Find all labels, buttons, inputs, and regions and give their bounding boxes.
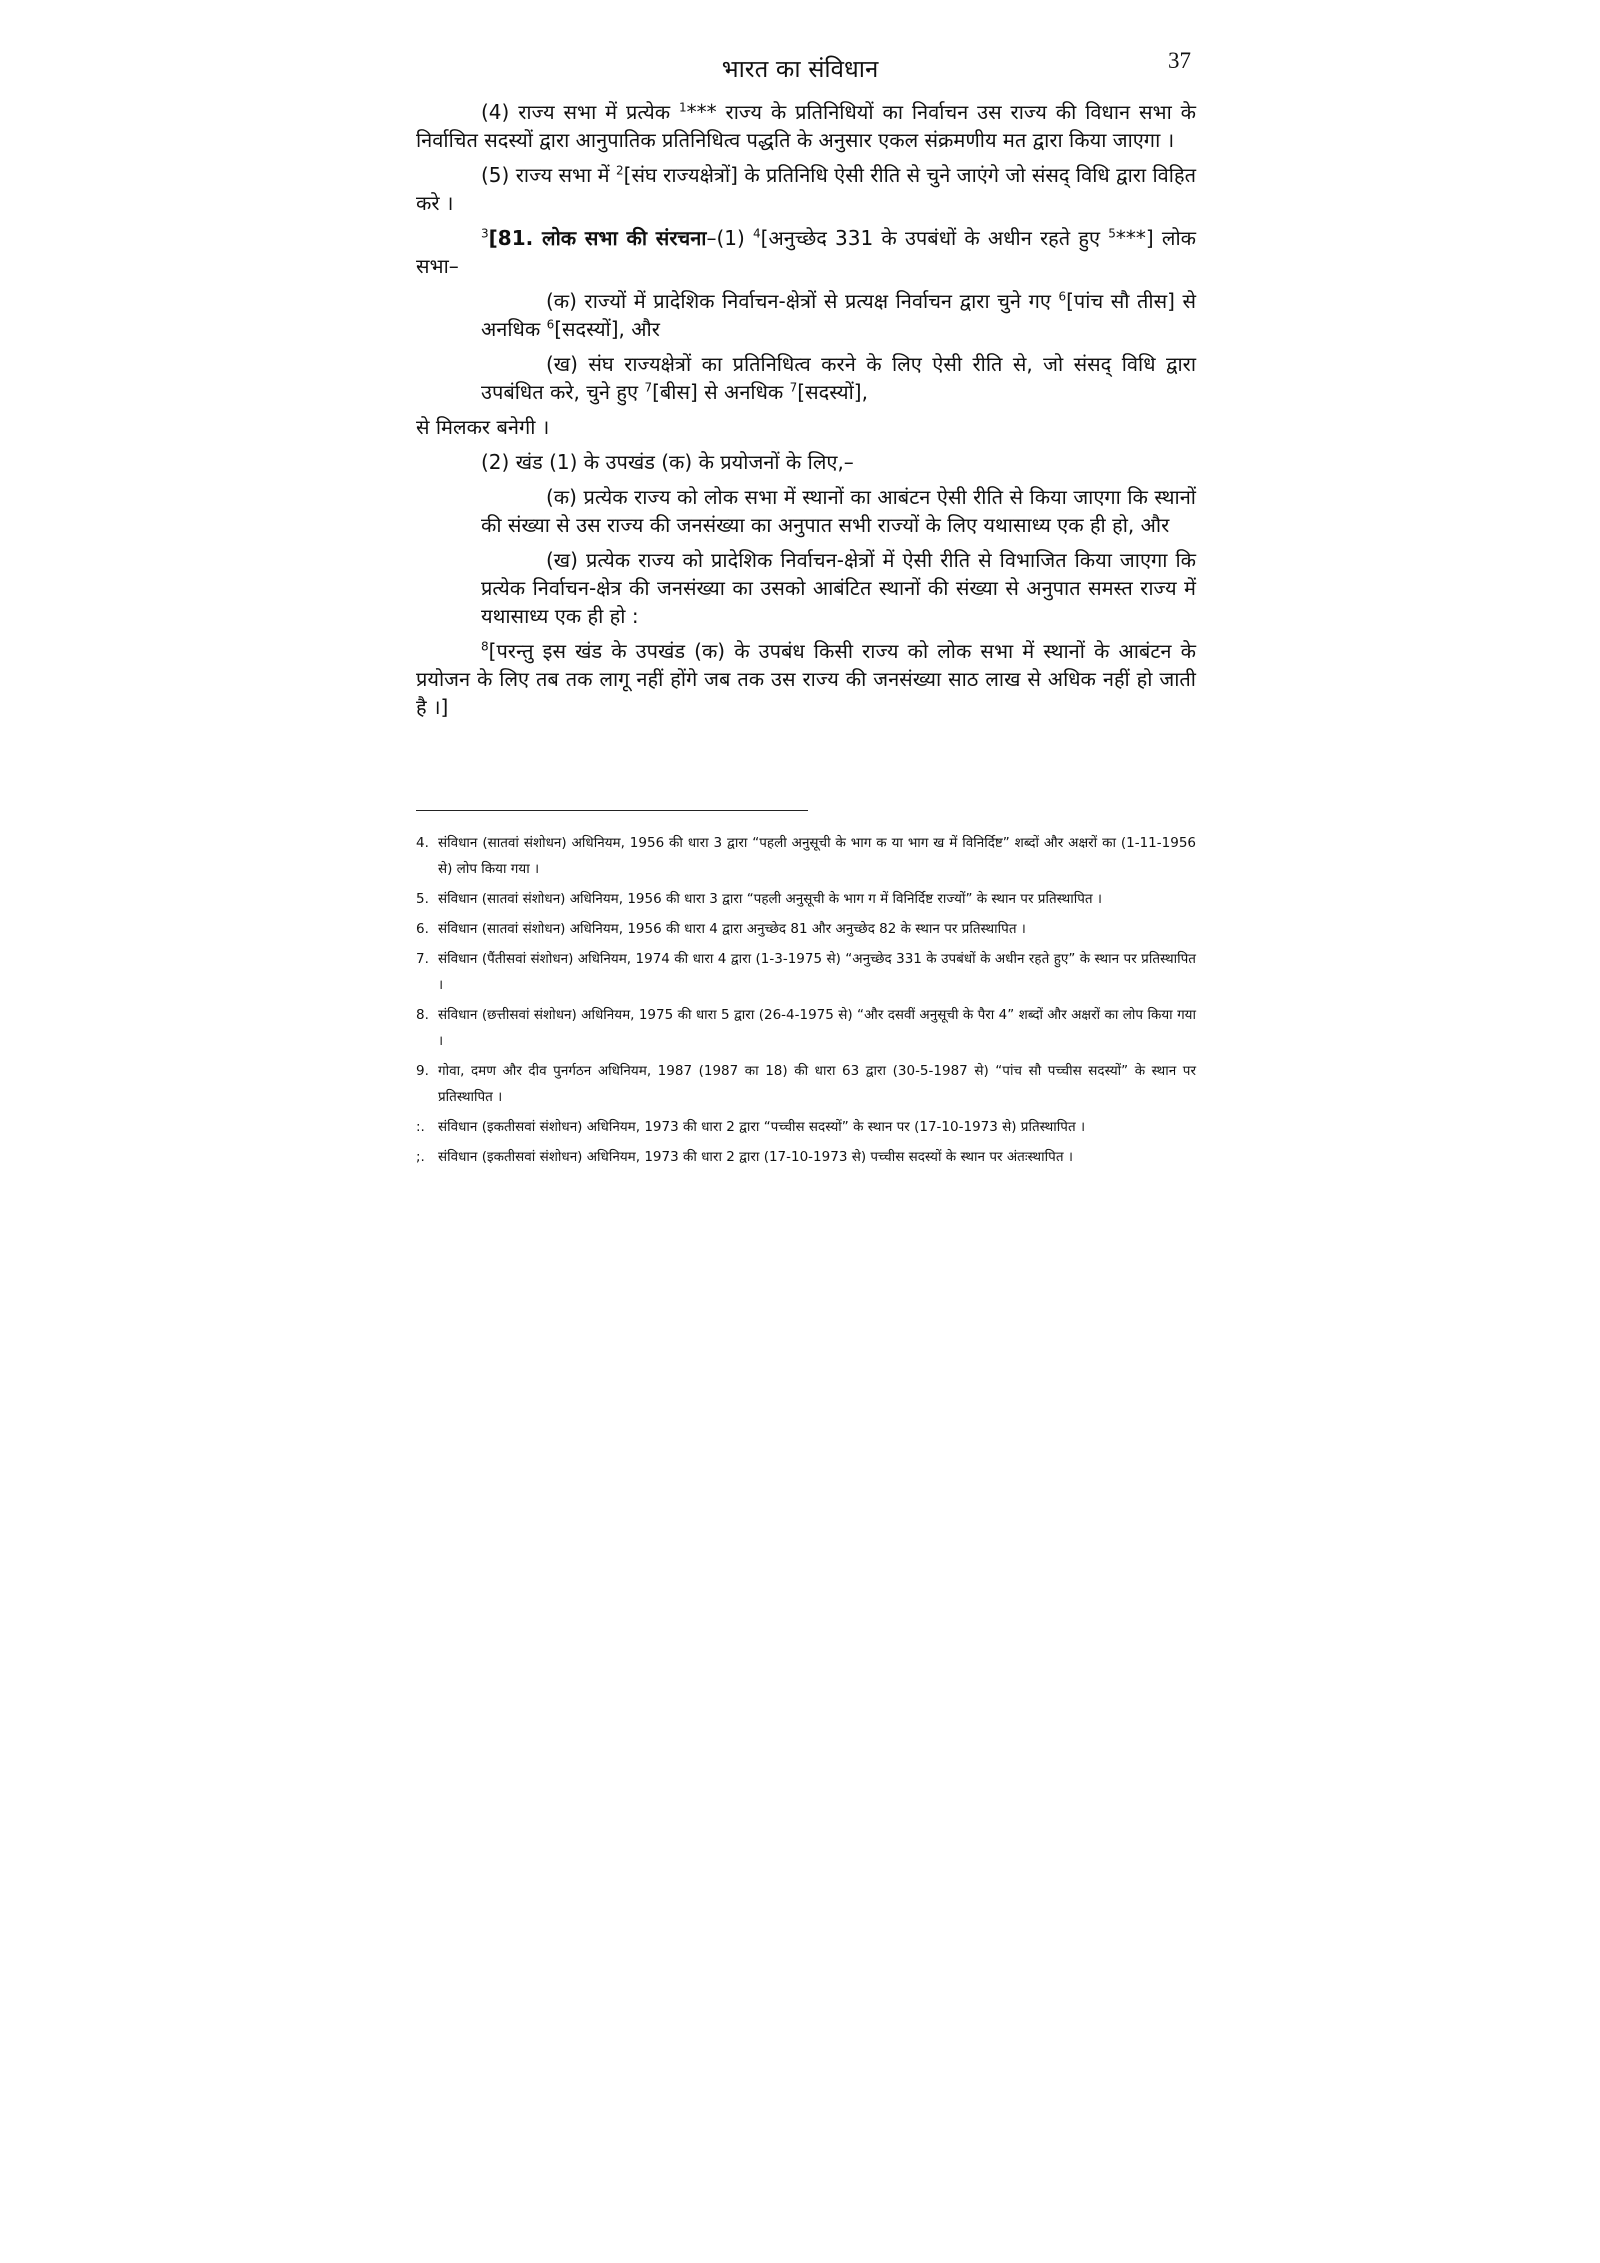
footnote xyxy=(416,886,1196,912)
footnote-number: 4. xyxy=(416,835,429,851)
footnote-number: :. xyxy=(416,1119,425,1135)
footnote-text: गोवा, दमण और दीव पुनर्गठन अधिनियम, 1987 (1987 का 18) की धारा 63 द्वारा (30-5-1987 से) “पांच सौ पच्चीस सदस्यों” के स्थान पर प्रतिस्थापित । xyxy=(438,1063,1196,1105)
footnotes xyxy=(416,830,1196,1174)
clause-5-rajya-sabha: (5) राज्य सभा में $^2$[संघ राज्यक्षेत्रों] के प्रतिनिधि ऐसी रीति से चुने जाएंगे जो संसद् विधि द्वारा विहित करे । xyxy=(416,163,1196,215)
footnote-number: 7. xyxy=(416,951,429,967)
footnote-text: संविधान (इकतीसवां संशोधन) अधिनियम, 1973 की धारा 2 द्वारा (17-10-1973 से) पच्चीस सदस्यों के स्थान पर अंतःस्थापित । xyxy=(438,1149,1073,1165)
footnote-number: 6. xyxy=(416,921,429,937)
footnote-text: संविधान (इकतीसवां संशोधन) अधिनियम, 1973 की धारा 2 द्वारा “पच्चीस सदस्यों” के स्थान पर (17-10-1973 से) प्रतिस्थापित । xyxy=(438,1119,1086,1135)
footnote-number: ;. xyxy=(416,1149,425,1165)
body-text xyxy=(416,98,1196,728)
footnote xyxy=(416,1144,1196,1170)
footnote-divider xyxy=(416,810,808,811)
footnote xyxy=(416,946,1196,998)
footnote-text: संविधान (सातवां संशोधन) अधिनियम, 1956 की धारा 4 द्वारा अनुच्छेद 81 और अनुच्छेद 82 के स्थान पर प्रतिस्थापित । xyxy=(438,921,1026,937)
footnote-text: संविधान (सातवां संशोधन) अधिनियम, 1956 की धारा 3 द्वारा “पहली अनुसूची के भाग क या भाग ख में विनिर्दिष्ट” शब्दों और अक्षरों का (1-11-1956 से) लोप किया गया । xyxy=(438,835,1196,877)
footnote xyxy=(416,1002,1196,1054)
footnote-text: संविधान (सातवां संशोधन) अधिनियम, 1956 की धारा 3 द्वारा “पहली अनुसूची के भाग ग में विनिर्दिष्ट राज्यों” के स्थान पर प्रतिस्थापित । xyxy=(438,891,1103,907)
footnote xyxy=(416,1114,1196,1140)
clause-4-rajya-sabha: (4) राज्य सभा में प्रत्येक $^1$*** राज्य के प्रतिनिधियों का निर्वाचन उस राज्य की विधान सभा के निर्वाचित सदस्यों द्वारा आनुपातिक प्रतिनिधित्व पद्धति के अनुसार एकल संक्रमणीय मत द्वारा किया जाएगा । xyxy=(416,100,1196,152)
subclause-kha-union-territories: (ख) संघ राज्यक्षेत्रों का प्रतिनिधित्व करने के लिए ऐसी रीति से, जो संसद् विधि द्वारा उपबंधित करे, चुने हुए $^7$[बीस] से अनधिक $^7$[सदस्यों], xyxy=(481,352,1196,404)
clause-2-subclause-ka: (क) प्रत्येक राज्य को लोक सभा में स्थानों का आबंटन ऐसी रीति से किया जाएगा कि स्थानों की संख्या से उस राज्य की जनसंख्या का अनुपात सभी राज्यों के लिए यथासाध्य एक ही हो, और xyxy=(481,485,1196,537)
page-title: भारत का संविधान xyxy=(721,55,879,83)
footnote-text: संविधान (छत्तीसवां संशोधन) अधिनियम, 1975 की धारा 5 द्वारा (26-4-1975 से) “और दसवीं अनुसूची के पैरा 4” शब्दों और अक्षरों का लोप किया गया । xyxy=(438,1007,1196,1049)
footnote xyxy=(416,916,1196,942)
footnote-text: संविधान (पैंतीसवां संशोधन) अधिनियम, 1974 की धारा 4 द्वारा (1-3-1975 से) “अनुच्छेद 331 के उपबंधों के अधीन रहते हुए” के स्थान पर प्रतिस्थापित । xyxy=(438,951,1196,993)
composition-closing: से मिलकर बनेगी । xyxy=(416,415,550,439)
article-81-heading: $^3$[81. लोक सभा की संरचना–(1) $^4$[अनुच्छेद 331 के उपबंधों के अधीन रहते हुए $^5$***] लोक सभा– xyxy=(416,226,1197,278)
proviso: $^8$[परन्तु इस खंड के उपखंड (क) के उपबंध किसी राज्य को लोक सभा में स्थानों के आबंटन के प्रयोजन के लिए तब तक लागू नहीं होंगे जब तक उस राज्य की जनसंख्या साठ लाख से अधिक नहीं हो जाती है ।] xyxy=(416,639,1196,719)
clause-2-subclause-kha: (ख) प्रत्येक राज्य को प्रादेशिक निर्वाचन-क्षेत्रों में ऐसी रीति से विभाजित किया जाएगा कि प्रत्येक निर्वाचन-क्षेत्र की जनसंख्या का उसको आबंटित स्थानों की संख्या से अनुपात समस्त राज्य में यथासाध्य एक ही हो : xyxy=(481,548,1196,628)
footnote xyxy=(416,1058,1196,1110)
clause-2-heading: (2) खंड (1) के उपखंड (क) के प्रयोजनों के लिए,– xyxy=(481,450,854,474)
footnote-number: 9. xyxy=(416,1063,429,1079)
footnote-number: 5. xyxy=(416,891,429,907)
footnote-number: 8. xyxy=(416,1007,429,1023)
page-number: 37 xyxy=(1168,48,1191,73)
footnote xyxy=(416,830,1196,882)
subclause-ka-states: (क) राज्यों में प्रादेशिक निर्वाचन-क्षेत्रों से प्रत्यक्ष निर्वाचन द्वारा चुने गए $^6$[पांच सौ तीस] से अनधिक $^6$[सदस्यों], और xyxy=(481,289,1196,341)
